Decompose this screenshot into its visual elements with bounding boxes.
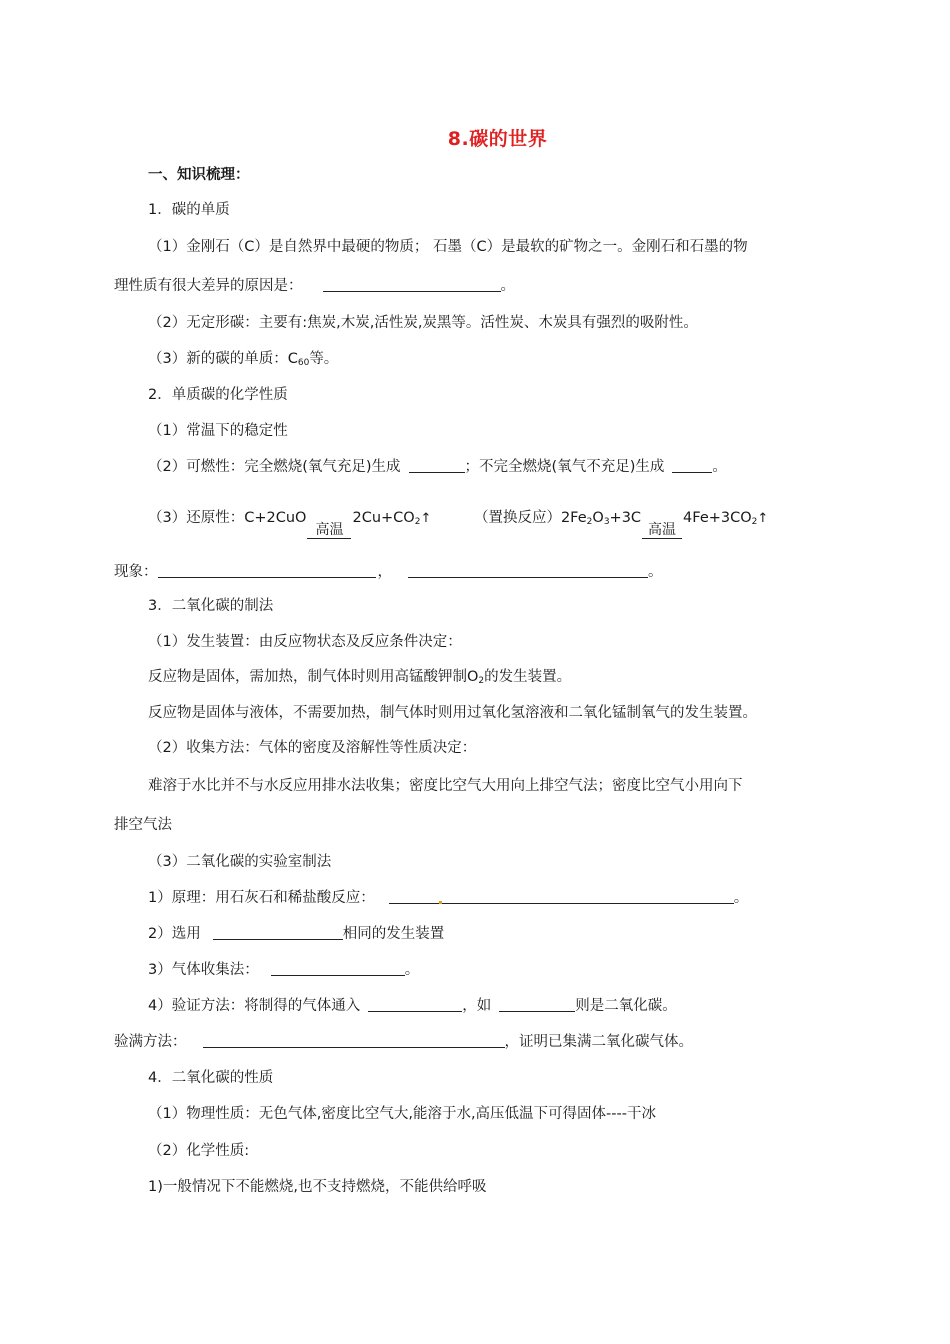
paragraph-generator: （1）发生装置：由反应物状态及反应条件决定： [148,634,462,650]
paragraph-reducibility [148,501,769,538]
paragraph-solid-liquid: 反应物是固体与液体，不需要加热，制气体时则用过氧化氢溶液和二氧化锰制氧气的发生装置。 [148,705,757,721]
condition-high-temperature [307,523,351,539]
paragraph-non-combustible: 1)一般情况下不能燃烧,也不支持燃烧，不能供给呼吸 [148,1179,487,1195]
question-text: 相同的发生装置 [342,926,445,942]
paragraph-collection: （2）收集方法：气体的密度及溶解性等性质决定： [148,740,477,756]
subscript: 2 [478,676,485,686]
paragraph-text: 。 [648,564,663,580]
equation-reactant: +3C [609,510,642,526]
paragraph-physical-difference [114,276,515,296]
answer-blank[interactable] [213,925,343,940]
chemical-formula: O [467,669,479,685]
question-text: 。 [733,890,749,906]
question-text: 3）气体收集法： [148,962,259,978]
condition-text: 高温 [648,522,677,538]
paragraph-chemical-properties: （2）化学性质: [148,1143,250,1159]
question-text: 验满方法： [114,1034,187,1050]
condition-high-temperature [642,523,682,539]
paragraph-new-carbon [148,349,338,373]
paragraph-text: 。 [500,278,515,294]
paragraph-combustibility [148,457,727,477]
heading-co2-preparation: 3．二氧化碳的制法 [148,598,274,614]
subscript: 60 [297,358,310,368]
section-heading-knowledge: 一、知识梳理： [148,167,250,183]
equation-reactant: 2Fe [560,510,587,526]
paragraph-text: 理性质有很大差异的原因是： [114,278,303,294]
paragraph-text: （2）可燃性：完全燃烧(氧气充足)生成 [148,459,401,475]
question-verification [148,996,677,1016]
heading-carbon-elements: 1．碳的单质 [148,202,230,218]
question-text: 。 [404,962,420,978]
reaction-line [642,538,682,539]
paragraph-text: 现象： [114,564,158,580]
question-apparatus [148,924,444,944]
paragraph-text: 的发生装置。 [484,669,572,685]
question-text: 2）选用 [148,926,201,942]
subscript: 2 [414,517,421,527]
equation-reactant: O [592,510,604,526]
gas-arrow-icon: ↑ [757,511,769,526]
question-collection [148,960,419,980]
paragraph-solid-heating [148,667,571,691]
reaction-line [307,538,351,539]
question-text: 4）验证方法：将制得的气体通入 [148,998,361,1014]
answer-blank[interactable] [368,997,462,1012]
equation-product: 4Fe+3CO [683,510,752,526]
answer-blank[interactable] [203,1033,505,1048]
paragraph-phenomenon [114,562,663,582]
answer-blank[interactable] [409,458,465,473]
paragraph-text: 反应物是固体，需加热，制气体时则用高锰酸钾制 [148,669,467,685]
answer-blank[interactable] [408,563,648,578]
question-text: ，证明已集满二氧化碳气体。 [504,1034,693,1050]
answer-blank[interactable] [158,563,376,578]
equation-reactant: C+2CuO [244,510,307,526]
paragraph-collection-rules-end: 排空气法 [114,817,172,833]
question-text: ，如 [462,998,492,1014]
answer-blank[interactable] [271,961,405,976]
question-text: 则是二氧化碳。 [575,998,677,1014]
paragraph-text: （3）还原性： [148,510,245,526]
paragraph-text: ， [377,564,392,580]
document-title: 8.碳的世界 [447,128,548,150]
paragraph-text: （3）新的碳的单质：C [148,351,298,367]
answer-blank[interactable] [323,277,501,292]
answer-blank[interactable] [442,889,734,904]
subscript: 2 [586,517,593,527]
paragraph-amorphous-carbon: （2）无定形碳：主要有:焦炭,木炭,活性炭,炭黑等。活性炭、木炭具有强烈的吸附性。 [148,315,698,331]
paragraph-stability: （1）常温下的稳定性 [148,423,288,439]
condition-text: 高温 [315,522,344,538]
equation-label: （置换反应） [473,510,561,526]
answer-blank[interactable] [499,997,575,1012]
paragraph-text: 等。 [309,351,339,367]
answer-blank[interactable] [672,458,712,473]
paragraph-physical-properties: （1）物理性质：无色气体,密度比空气大,能溶于水,高压低温下可得固体----干冰 [148,1106,656,1122]
paragraph-text: 。 [712,459,727,475]
gas-arrow-icon: ↑ [420,511,432,526]
subscript: 3 [603,517,610,527]
paragraph-text: ；不完全燃烧(氧气不充足)生成 [464,459,665,475]
answer-blank[interactable] [389,889,439,904]
question-text: 1）原理：用石灰石和稀盐酸反应： [148,890,375,906]
question-principle [148,888,748,908]
heading-co2-properties: 4．二氧化碳的性质 [148,1070,274,1086]
heading-chemical-properties: 2．单质碳的化学性质 [148,387,288,403]
question-full-check [114,1032,693,1052]
paragraph-diamond-graphite: （1）金刚石（C）是自然界中最硬的物质； 石墨（C）是最软的矿物之一。金刚石和石墨的物 [148,239,748,255]
equation-product: 2Cu+CO [352,510,415,526]
paragraph-collection-rules: 难溶于水比并不与水反应用排水法收集；密度比空气大用向上排空气法；密度比空气小用向下 [148,778,743,794]
subscript: 2 [751,517,758,527]
paragraph-lab-method: （3）二氧化碳的实验室制法 [148,854,332,870]
